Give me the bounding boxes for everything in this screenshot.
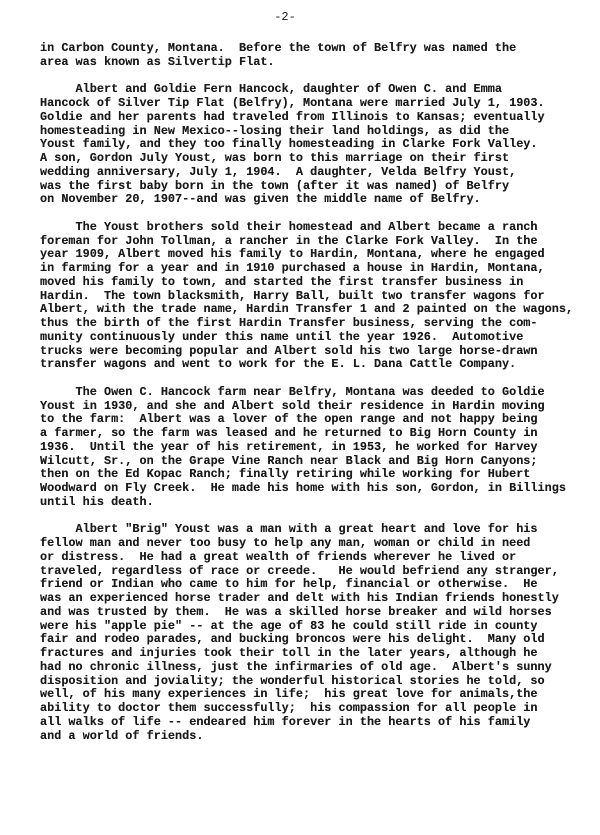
text-line: well, of his many experiences in life; his great love for animals,the [40,687,538,702]
text-line: Goldie and her parents had traveled from Illinois to Kansas; eventually [40,109,545,124]
document-body [40,42,596,743]
text-line: ability to doctor them successfully; his compassion for all people in [40,701,538,715]
text-line: fractures and injuries took their toll in the later years, although he [40,646,538,660]
text-line: friend or Indian who came to him for help, financial or otherwise. He [40,577,538,592]
paragraph-character [40,523,596,743]
text-line: 1936. Until the year of his retirement, in 1953, he worked for Harvey [40,439,538,454]
text-line: traveled, regardless of race or creede. He would befriend any stranger, [40,563,559,578]
text-line: were his "apple pie" -- at the age of 83 he could still ride in county [40,618,538,633]
text-line: A son, Gordon July Youst, was born to this marriage on their first [40,151,510,165]
text-line: disposition and joviality; the wonderful historical stories he told, so [40,673,545,688]
text-line: munity continuously under this name until the year 1926. Automotive [40,329,524,344]
text-line: The Owen C. Hancock farm near Belfry, Montana was deeded to Goldie [40,384,545,399]
text-line: transfer wagons and went to work for the E. L. Dana Cattle Company. [40,357,517,372]
text-line: Woodward on Fly Creek. He made his home with his son, Gordon, in Billings [40,481,566,495]
text-line: was the first baby born in the town (after it was named) of Belfry [40,178,510,193]
paragraph-gap [40,70,596,84]
text-line: Hardin. The town blacksmith, Harry Ball, built two transfer wagons for [40,288,545,303]
text-line: and was trusted by them. He was a skilled horse breaker and wild horses [40,604,552,619]
text-line: a farmer, so the farm was leased and he returned to Big Horn County in [40,426,538,440]
text-line: in farming for a year and in 1910 purchased a house in Hardin, Montana, [40,261,545,275]
text-line: in Carbon County, Montana. Before the town of Belfry was named the [40,41,517,55]
text-line: then on the Ed Kopac Ranch; finally retiring while working for Hubert [40,467,531,482]
paragraph-gap [40,510,596,524]
text-line: fellow man and never too busy to help any man, woman or child in need [40,536,531,550]
text-line: The Youst brothers sold their homestead and Albert became a ranch [40,219,538,234]
paragraph-hardin-transfer [40,221,596,372]
text-line: foreman for John Tollman, a rancher in the Clarke Fork Valley. In the [40,233,538,248]
text-line: to the farm: Albert was a lover of the open range and not happy being [40,412,538,427]
paragraph-hancock-farm [40,386,596,510]
text-line: all walks of life -- endeared him forever in the hearts of his family [40,714,531,729]
text-line: Albert "Brig" Youst was a man with a great heart and love for his [40,522,538,537]
paragraph-marriage [40,83,596,207]
text-line: Hancock of Silver Tip Flat (Belfry), Montana were married July 1, 1903. [40,96,545,110]
text-line: Youst family, and they too finally homesteading in Clarke Fork Valley. [40,137,538,152]
text-line: Albert, with the trade name, Hardin Transfer 1 and 2 painted on the wagons, [40,302,574,317]
text-line: year 1909, Albert moved his family to Hardin, Montana, where he engaged [40,247,545,262]
text-line: area was known as Silvertip Flat. [40,54,275,69]
text-line: fair and rodeo parades, and bucking broncos were his delight. Many old [40,632,545,647]
page-number: -2- [274,10,296,24]
text-line: moved his family to town, and started the first transfer business in [40,274,524,289]
text-line: or distress. He had a great wealth of friends wherever he lived or [40,549,517,564]
text-line: had no chronic illness, just the infirmaries of old age. Albert's sunny [40,659,552,674]
text-line: Wilcutt, Sr., on the Grape Vine Ranch near Black and Big Horn Canyons; [40,453,538,468]
text-line: thus the birth of the first Hardin Transfer business, serving the com- [40,316,538,330]
paragraph-belfry-intro [40,42,596,70]
text-line: on November 20, 1907--and was given the middle name of Belfry. [40,192,481,207]
paragraph-gap [40,372,596,386]
text-line: trucks were becoming popular and Albert sold his two large horse-drawn [40,343,538,358]
text-line: homesteading in New Mexico--losing their land holdings, as did the [40,123,510,138]
text-line: until his death. [40,494,154,509]
text-line: wedding anniversary, July 1, 1904. A daughter, Velda Belfry Youst, [40,164,517,179]
paragraph-gap [40,207,596,221]
text-line: was an experienced horse trader and delt with his Indian friends honestly [40,591,559,605]
text-line: Albert and Goldie Fern Hancock, daughter of Owen C. and Emma [40,82,502,97]
text-line: Youst in 1930, and she and Albert sold their residence in Hardin moving [40,398,545,413]
text-line: and a world of friends. [40,728,204,743]
